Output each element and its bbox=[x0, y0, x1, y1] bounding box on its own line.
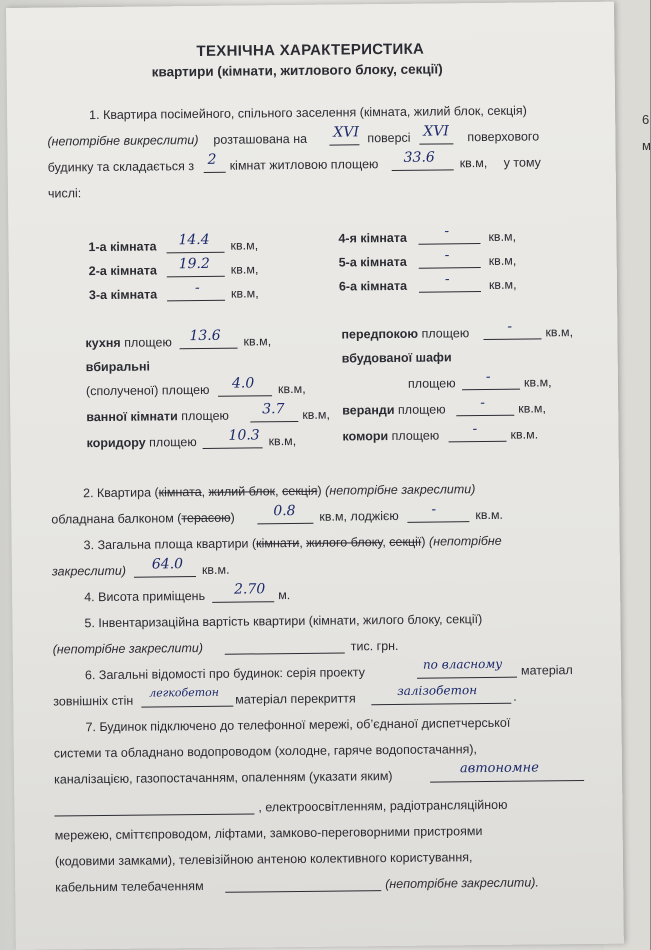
corridor-value: 10.3 bbox=[228, 427, 260, 444]
toilet-sub: (сполученої) площею bbox=[85, 382, 210, 399]
veranda-suffix: площею bbox=[397, 402, 446, 417]
room-6-value: - bbox=[444, 271, 450, 288]
s5-note: (непотрібне закреслити) bbox=[52, 640, 204, 657]
total-area-value: 64.0 bbox=[151, 556, 184, 573]
storage-row bbox=[342, 427, 439, 444]
corridor-row bbox=[86, 434, 196, 451]
kitchen-unit: кв.м, bbox=[243, 334, 272, 349]
s1-located: розташована на bbox=[213, 131, 308, 147]
s7-line2: системи та обладнано водопроводом (холодне, гаряче водопостачання), bbox=[53, 742, 478, 761]
document-subtitle: квартири (кімнати, житлового блоку, секції) bbox=[151, 61, 443, 80]
room-4-unit: кв.м, bbox=[488, 229, 517, 244]
closet-sub: площею bbox=[407, 376, 456, 391]
s1-storey-word: поверхового bbox=[467, 129, 540, 145]
room-5-unit: кв.м, bbox=[488, 253, 517, 268]
room-3-value: - bbox=[194, 279, 200, 297]
corridor-suffix: площею bbox=[149, 435, 197, 450]
storage-label: комори bbox=[342, 429, 389, 444]
height-value: 2.70 bbox=[234, 581, 266, 598]
s2-line1: 2. Квартира (кімната, жилий блок, секція) (непотрібне закреслити) bbox=[83, 482, 476, 501]
balcony-value: 0.8 bbox=[273, 502, 296, 520]
storage-suffix: площею bbox=[391, 428, 440, 443]
document-page bbox=[6, 2, 624, 950]
hallway-value: - bbox=[507, 318, 513, 335]
s7-line6: (кодовими замками), телевізійною антеною колективного користування, bbox=[54, 850, 473, 869]
s4-text: 4. Висота приміщень bbox=[84, 588, 206, 605]
s5-unit: тис. грн. bbox=[350, 638, 399, 654]
loggia-value: - bbox=[431, 501, 437, 518]
s2-unit: кв.м. bbox=[475, 507, 504, 523]
s1-floor-word: поверсі bbox=[367, 130, 411, 146]
hallway-label: передпокою bbox=[341, 326, 419, 342]
room-3-label: 3-а кімната bbox=[88, 287, 158, 303]
s3-unit: кв.м. bbox=[201, 562, 230, 577]
s1-including: у тому bbox=[503, 155, 541, 170]
kitchen-suffix: площею bbox=[124, 335, 172, 350]
storage-unit: кв.м. bbox=[510, 427, 539, 442]
room-5-label: 5-а кімната bbox=[338, 254, 407, 270]
storage-value: - bbox=[472, 421, 478, 438]
s6-material: матеріал bbox=[520, 663, 573, 678]
ceiling-value: залізобетон bbox=[397, 683, 478, 698]
s6-line1: 6. Загальні відомості про будинок: серія проекту bbox=[84, 665, 366, 683]
kitchen-row bbox=[85, 334, 171, 351]
s7-line7b: (непотрібне закреслити). bbox=[385, 875, 539, 892]
s1-sqm: кв.м, bbox=[459, 155, 488, 171]
room-2-value: 19.2 bbox=[178, 255, 210, 273]
s6-walls: зовнішніх стін bbox=[53, 693, 134, 709]
s7-line7a: кабельним телебаченням bbox=[55, 878, 204, 895]
document-title: ТЕХНІЧНА ХАРАКТЕРИСТИКА bbox=[196, 40, 425, 61]
s1-among: числі: bbox=[47, 186, 82, 201]
toilet-value: 4.0 bbox=[231, 375, 255, 392]
s7-line1: 7. Будинок підключено до телефонної мережі, об’єднаної диспетчерської bbox=[85, 715, 511, 735]
room-2-unit: кв.м, bbox=[230, 262, 259, 277]
bath-label: ванної кімнати bbox=[86, 409, 178, 425]
s1-note: (непотрібне викреслити) bbox=[47, 132, 199, 149]
hallway-unit: кв.м, bbox=[545, 325, 574, 340]
s6-ceiling: матеріал перекриття bbox=[235, 691, 356, 707]
room-1-label: 1-а кімната bbox=[88, 239, 157, 255]
room-4-label: 4-я кімната bbox=[338, 230, 407, 246]
corridor-unit: кв.м, bbox=[268, 433, 297, 449]
veranda-value: - bbox=[480, 395, 485, 412]
edge-char-2: м bbox=[642, 138, 651, 153]
s3-line1: 3. Загальна площа квартири (кімнати, жилого блоку, секції) (непотрібне bbox=[83, 533, 502, 553]
floor-value: XVI bbox=[333, 124, 360, 141]
closet-label: вбудованої шафи bbox=[341, 350, 452, 366]
toilet-label: вбиральні bbox=[85, 359, 151, 375]
bath-unit: кв.м, bbox=[302, 407, 331, 422]
rooms-count-value: 2 bbox=[207, 151, 217, 168]
room-1-unit: кв.м, bbox=[230, 238, 259, 253]
closet-value: - bbox=[485, 368, 491, 385]
bath-row bbox=[86, 408, 229, 425]
s2-line2: обладнана балконом (терасою) bbox=[51, 510, 235, 527]
kitchen-value: 13.6 bbox=[189, 327, 221, 345]
room-6-label: 6-а кімната bbox=[338, 278, 408, 294]
bath-value: 3.7 bbox=[262, 401, 285, 418]
living-area-value: 33.6 bbox=[403, 149, 435, 166]
series-value: по власному bbox=[422, 656, 503, 672]
s5-line1: 5. Інвентаризаційна вартість квартири (кімнати, жилого блоку, секції) bbox=[84, 612, 483, 631]
toilet-unit: кв.м, bbox=[277, 381, 306, 397]
s2-loggia: кв.м, лоджією bbox=[319, 508, 399, 524]
room-3-unit: кв.м, bbox=[230, 286, 259, 301]
edge-char-1: 6 bbox=[642, 112, 650, 127]
s7-line5: мережею, сміттєпроводом, ліфтами, замково-переговорними пристроями bbox=[54, 824, 483, 843]
hallway-row bbox=[341, 325, 469, 342]
s3-note: закреслити) bbox=[51, 563, 127, 579]
veranda-row bbox=[342, 401, 446, 418]
corridor-label: коридору bbox=[86, 435, 146, 451]
s6-end: . bbox=[513, 689, 517, 704]
walls-value: легкобетон bbox=[149, 685, 220, 700]
s7-line3: каналізацією, газопостачанням, опаленням (указати яким) bbox=[54, 768, 393, 787]
s4-unit: м. bbox=[278, 588, 291, 603]
hallway-suffix: площею bbox=[421, 326, 470, 341]
veranda-unit: кв.м, bbox=[518, 401, 546, 416]
room-5-value: - bbox=[444, 247, 450, 264]
floors-total-value: XVI bbox=[423, 123, 450, 140]
s1-line1: 1. Квартира посімейного, спільного заселення (кімната, жилий блок, секція) bbox=[89, 103, 527, 123]
veranda-label: веранди bbox=[342, 402, 395, 418]
room-2-label: 2-а кімната bbox=[88, 263, 157, 279]
bath-suffix: площею bbox=[181, 408, 229, 424]
heating-value: автономне bbox=[459, 760, 539, 777]
s7-line4: , електроосвітленням, радіотрансляційною bbox=[258, 797, 508, 815]
kitchen-label: кухня bbox=[85, 335, 121, 351]
s1-consists: будинку та складається з bbox=[47, 159, 195, 175]
room-4-value: - bbox=[444, 223, 450, 240]
closet-unit: кв.м, bbox=[523, 375, 552, 390]
room-1-value: 14.4 bbox=[178, 231, 210, 249]
room-6-unit: кв.м, bbox=[488, 277, 517, 292]
s1-rooms-text: кімнат житловою площею bbox=[229, 157, 379, 173]
